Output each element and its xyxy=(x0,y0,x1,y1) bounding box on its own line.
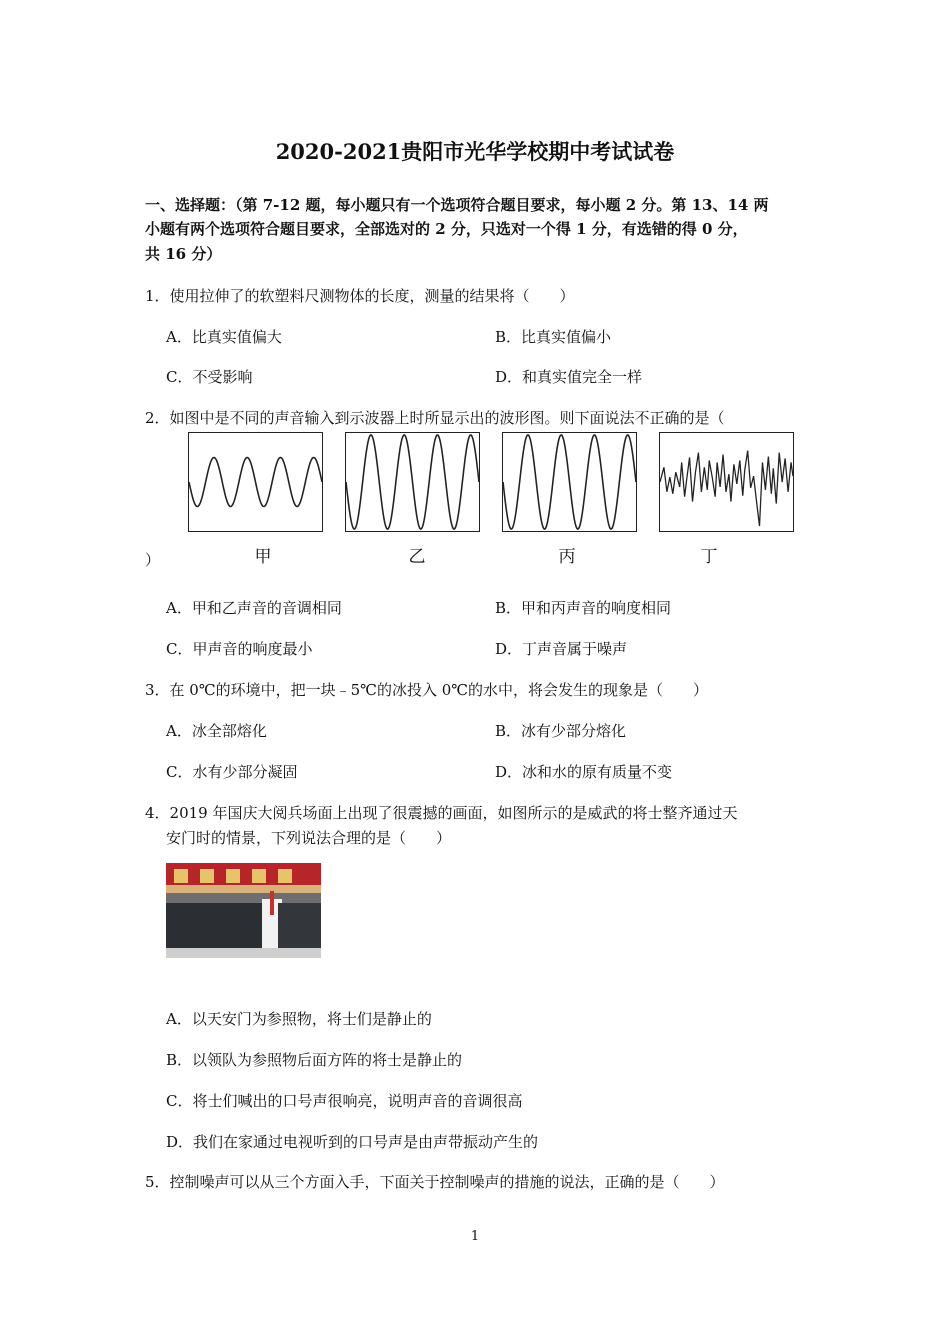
question-1-option-d: D．和真实值完全一样 xyxy=(495,368,643,386)
question-2-stem: 2．如图中是不同的声音输入到示波器上时所显示出的波形图。则下面说法不正确的是（ xyxy=(145,409,725,427)
question-3-option-c: C．水有少部分凝固 xyxy=(166,763,298,781)
section-heading-line-1: 一、选择题：（第 7-12 题，每小题只有一个选项符合题目要求，每小题 2 分。第 13、14 两 xyxy=(145,196,769,214)
question-1-stem: 1．使用拉伸了的软塑料尺测物体的长度，测量的结果将（ ） xyxy=(145,287,575,305)
question-1-option-c: C．不受影响 xyxy=(166,368,253,386)
parade-photo xyxy=(166,863,321,958)
section-heading-line-2: 小题有两个选项符合题目要求，全部选对的 2 分，只选对一个得 1 分，有选错的得 0 分， xyxy=(145,220,748,238)
question-4-stem-line-1: 4．2019 年国庆大阅兵场面上出现了很震撼的画面，如图所示的是威武的将士整齐通过天 xyxy=(145,804,738,822)
page-number: 1 xyxy=(470,1229,480,1244)
question-5-stem: 5．控制噪声可以从三个方面入手，下面关于控制噪声的措施的说法，正确的是（ ） xyxy=(145,1173,725,1191)
waveform-label-bing: 丙 xyxy=(558,547,576,567)
question-2-option-b: B．甲和丙声音的响度相同 xyxy=(495,599,672,617)
question-3-option-a: A．冰全部熔化 xyxy=(166,722,267,740)
question-2-option-c: C．甲声音的响度最小 xyxy=(166,640,313,658)
section-heading-line-3: 共 16 分） xyxy=(145,245,222,263)
question-3-option-d: D．冰和水的原有质量不变 xyxy=(495,763,673,781)
waveform-label-ding: 丁 xyxy=(700,547,718,567)
waveform-bing xyxy=(502,432,637,532)
waveform-jia xyxy=(188,432,323,532)
waveform-label-jia: 甲 xyxy=(254,547,272,567)
question-3-option-b: B．冰有少部分熔化 xyxy=(495,722,627,740)
waveform-yi xyxy=(345,432,480,532)
question-4-option-c: C．将士们喊出的口号声很响亮，说明声音的音调很高 xyxy=(166,1092,523,1110)
waveform-label-yi: 乙 xyxy=(408,547,426,567)
question-4-stem-line-2: 安门时的情景，下列说法合理的是（ ） xyxy=(166,829,452,847)
page-title: 2020-2021贵阳市光华学校期中考试试卷 xyxy=(275,139,675,164)
waveform-ding xyxy=(659,432,794,532)
question-3-stem: 3．在 0℃的环境中，把一块﹣5℃的冰投入 0℃的水中，将会发生的现象是（ ） xyxy=(145,681,709,699)
question-4-option-d: D．我们在家通过电视听到的口号声是由声带振动产生的 xyxy=(166,1133,539,1151)
question-2-option-d: D．丁声音属于噪声 xyxy=(495,640,628,658)
question-4-option-b: B．以领队为参照物后面方阵的将士是静止的 xyxy=(166,1051,463,1069)
question-1-option-b: B．比真实值偏小 xyxy=(495,328,612,346)
question-4-option-a: A．以天安门为参照物，将士们是静止的 xyxy=(166,1010,432,1028)
question-1-option-a: A．比真实值偏大 xyxy=(166,328,282,346)
question-2-option-a: A．甲和乙声音的音调相同 xyxy=(166,599,342,617)
question-2-stem-end: ） xyxy=(145,551,161,569)
